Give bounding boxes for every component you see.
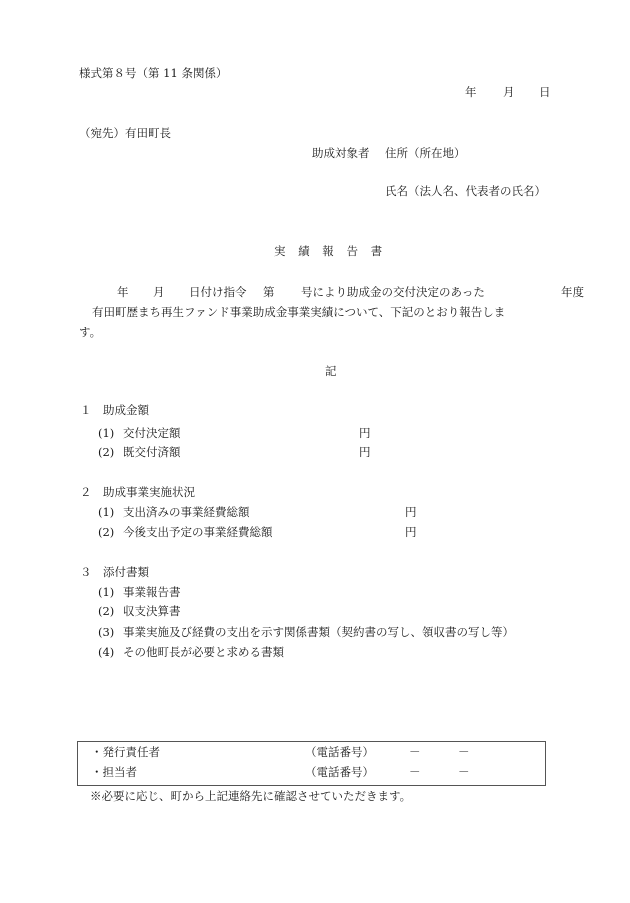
- section-1-item-2-label: 既交付済額: [123, 445, 181, 459]
- body-fiscal-year: 年度: [561, 285, 584, 299]
- date-month-label: 月: [503, 85, 515, 99]
- section-2-number: ２: [80, 485, 92, 499]
- address-label: 住所（所在地）: [385, 146, 466, 160]
- form-number: 様式第８号（第 11 条関係）: [79, 66, 228, 80]
- section-2-heading: 助成事業実施状況: [103, 485, 195, 499]
- contact-dash-1: －: [409, 745, 421, 759]
- section-2-item-2-unit: 円: [405, 525, 417, 539]
- section-1-item-1-label: 交付決定額: [123, 426, 181, 440]
- section-2-item-2-label: 今後支出予定の事業経費総額: [123, 525, 273, 539]
- section-3-item-4-num: (4): [98, 645, 115, 659]
- body-month: 月: [153, 285, 165, 299]
- section-1-item-2-num: (2): [98, 445, 115, 459]
- ki-heading: 記: [325, 364, 337, 378]
- section-1-item-1-unit: 円: [359, 426, 371, 440]
- section-1-number: １: [80, 403, 92, 417]
- section-1-heading: 助成金額: [103, 403, 149, 417]
- contact-row: [78, 747, 545, 765]
- section-3-item-3-label: 事業実施及び経費の支出を示す関係書類（契約書の写し、領収書の写し等）: [123, 625, 514, 639]
- contact-dash-1: －: [409, 765, 421, 779]
- section-1-item-2-unit: 円: [359, 445, 371, 459]
- contact-box: [77, 741, 546, 786]
- contact-role: ・発行責任者: [91, 745, 160, 759]
- date-year-label: 年: [465, 85, 477, 99]
- document-title: 実 績 報 告 書: [274, 244, 383, 258]
- body-line-2: 有田町歴まち再生ファンド事業助成金事業実績について、下記のとおり報告しま: [92, 305, 506, 319]
- body-day-directive: 日付け指令: [189, 285, 247, 299]
- footer-note: ※必要に応じ、町から上記連絡先に確認させていただきます。: [90, 789, 412, 803]
- section-2-item-1-label: 支出済みの事業経費総額: [123, 505, 250, 519]
- section-2-item-2-num: (2): [98, 525, 115, 539]
- contact-dash-2: －: [458, 745, 470, 759]
- section-3-item-3-num: (3): [98, 625, 115, 639]
- section-3-item-2-num: (2): [98, 604, 115, 618]
- section-3-item-2-label: 収支決算書: [123, 604, 181, 618]
- section-3-item-1-label: 事業報告書: [123, 585, 181, 599]
- section-3-item-1-num: (1): [98, 585, 115, 599]
- contact-role: ・担当者: [91, 765, 137, 779]
- section-1-item-1-num: (1): [98, 426, 115, 440]
- body-no: 第: [263, 285, 275, 299]
- date-day-label: 日: [539, 85, 551, 99]
- body-line-3: す。: [79, 325, 102, 339]
- contact-row: [78, 767, 545, 785]
- section-2-item-1-unit: 円: [405, 505, 417, 519]
- contact-phone-label: （電話番号）: [305, 745, 374, 759]
- body-text: 号により助成金の交付決定のあった: [301, 285, 485, 299]
- contact-dash-2: －: [458, 765, 470, 779]
- section-3-number: ３: [80, 565, 92, 579]
- contact-phone-label: （電話番号）: [305, 765, 374, 779]
- section-2-item-1-num: (1): [98, 505, 115, 519]
- section-3-heading: 添付書類: [103, 565, 149, 579]
- section-3-item-4-label: その他町長が必要と求める書類: [123, 645, 284, 659]
- applicant-label: 助成対象者: [312, 146, 370, 160]
- body-year: 年: [117, 285, 129, 299]
- name-label: 氏名（法人名、代表者の氏名）: [385, 184, 546, 198]
- addressee: （宛先）有田町長: [79, 126, 171, 140]
